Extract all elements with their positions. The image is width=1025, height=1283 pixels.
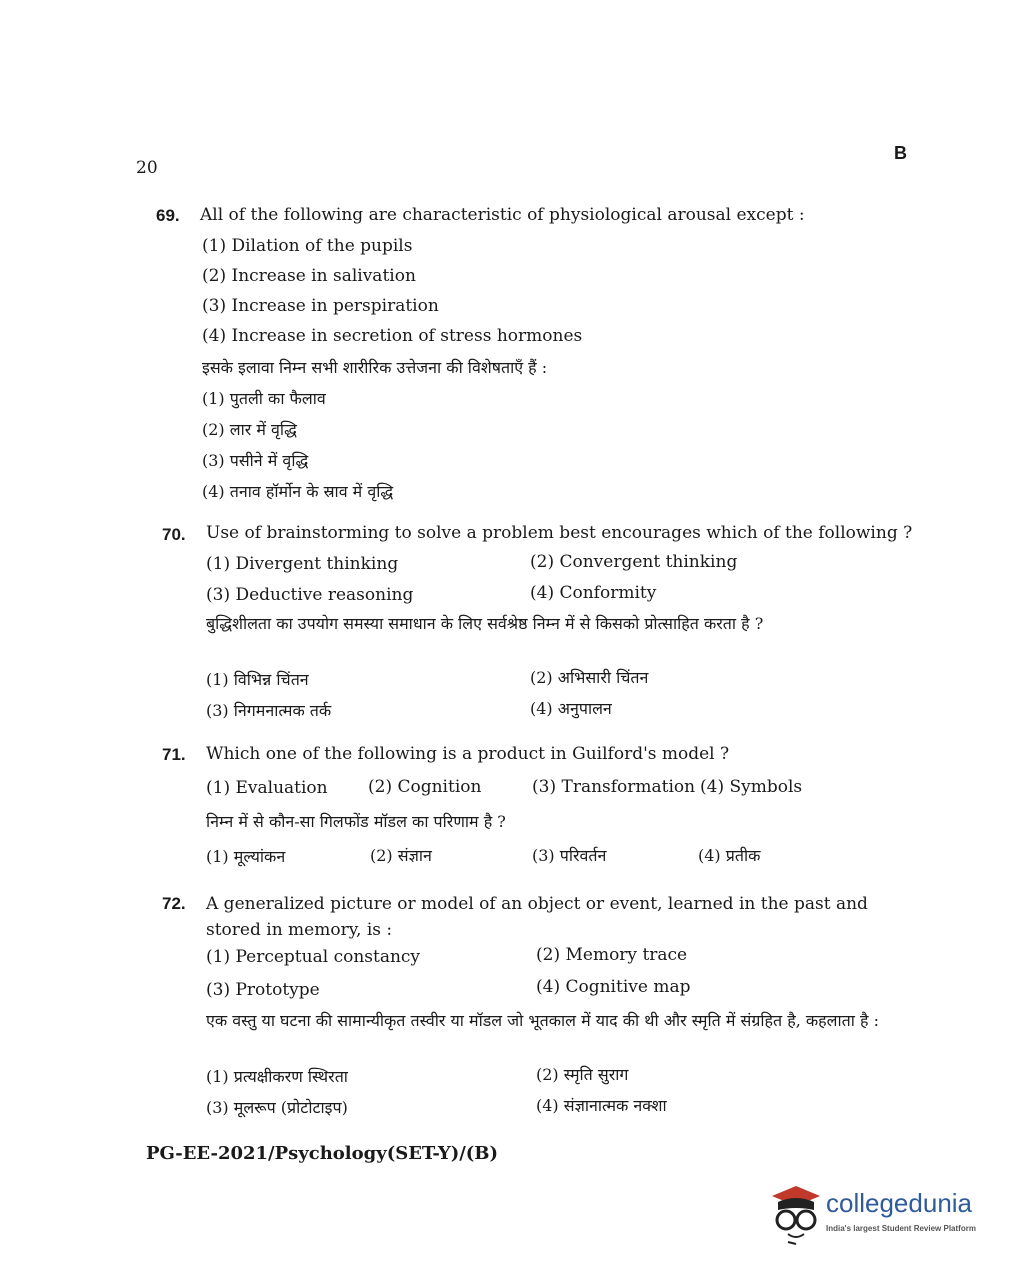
hindi-option: (2) अभिसारी चिंतन xyxy=(530,668,649,687)
hindi-option: (3) निगमनात्मक तर्क xyxy=(206,701,332,720)
option: (3) Deductive reasoning xyxy=(206,585,414,605)
hindi-option: (3) परिवर्तन xyxy=(532,846,607,865)
hindi-option: (4) प्रतीक xyxy=(698,846,761,865)
option: (1) Evaluation xyxy=(206,778,328,798)
option: (3) Increase in perspiration xyxy=(202,296,439,316)
option: (2) Cognition xyxy=(368,777,482,797)
option: (3) Transformation xyxy=(532,777,696,797)
option: (1) Divergent thinking xyxy=(206,554,399,574)
hindi-option: (2) संज्ञान xyxy=(370,846,432,865)
hindi-option: (2) स्मृति सुराग xyxy=(536,1065,629,1084)
hindi-option: (1) पुतली का फैलाव xyxy=(202,389,326,408)
question-text: All of the following are characteristic of physiological arousal except : xyxy=(200,205,805,225)
question-number: 69. xyxy=(156,206,180,225)
option: (2) Memory trace xyxy=(536,945,688,965)
option: (4) Increase in secretion of stress hormones xyxy=(202,326,583,346)
hindi-question-text: इसके इलावा निम्न सभी शारीरिक उत्तेजना की विशेषताएँ हैं : xyxy=(202,358,548,377)
hindi-option: (4) संज्ञानात्मक नक्शा xyxy=(536,1096,667,1115)
hindi-option: (2) लार में वृद्धि xyxy=(202,420,297,439)
hindi-question-text: बुद्धिशीलता का उपयोग समस्या समाधान के लिए सर्वश्रेष्ठ निम्न में से किसको प्रोत्साहित करता है ? xyxy=(206,614,764,633)
hindi-option: (3) मूलरूप (प्रोटोटाइप) xyxy=(206,1098,348,1117)
option: (4) Symbols xyxy=(700,777,803,797)
question-text: Use of brainstorming to solve a problem best encourages which of the following ? xyxy=(206,523,913,543)
exam-code-footer: PG-EE-2021/Psychology(SET-Y)/(B) xyxy=(146,1143,499,1164)
set-code: B xyxy=(894,143,907,163)
watermark-tagline: India's largest Student Review Platform xyxy=(826,1224,976,1233)
question-number: 70. xyxy=(162,525,186,544)
collegedunia-mascot-icon xyxy=(766,1180,824,1246)
hindi-option: (4) तनाव हॉर्मोन के स्राव में वृद्धि xyxy=(202,482,394,501)
option: (3) Prototype xyxy=(206,980,320,1000)
option: (1) Perceptual constancy xyxy=(206,947,421,967)
hindi-option: (4) अनुपालन xyxy=(530,699,612,718)
option: (2) Increase in salivation xyxy=(202,266,416,286)
question-number: 72. xyxy=(162,894,186,913)
hindi-question-text: निम्न में से कौन-सा गिलफोंड मॉडल का परिणाम है ? xyxy=(206,812,506,831)
option: (4) Conformity xyxy=(530,583,657,603)
option: (1) Dilation of the pupils xyxy=(202,236,413,256)
option: (4) Cognitive map xyxy=(536,977,691,997)
question-text: Which one of the following is a product in Guilford's model ? xyxy=(206,744,730,764)
hindi-question-text: एक वस्तु या घटना की सामान्यीकृत तस्वीर या मॉडल जो भूतकाल में याद की थी और स्मृति में संग्रहित है, कहलाता है : xyxy=(206,1011,879,1030)
page-number: 20 xyxy=(136,158,158,178)
question-number: 71. xyxy=(162,745,186,764)
hindi-option: (3) पसीने में वृद्धि xyxy=(202,451,309,470)
option: (2) Convergent thinking xyxy=(530,552,738,572)
hindi-option: (1) मूल्यांकन xyxy=(206,847,286,866)
hindi-option: (1) विभिन्न चिंतन xyxy=(206,670,309,689)
question-text: A generalized picture or model of an object or event, learned in the past and stored in memory, is : xyxy=(206,894,868,940)
hindi-option: (1) प्रत्यक्षीकरण स्थिरता xyxy=(206,1067,348,1086)
watermark-brand: collegedunia xyxy=(826,1188,973,1218)
